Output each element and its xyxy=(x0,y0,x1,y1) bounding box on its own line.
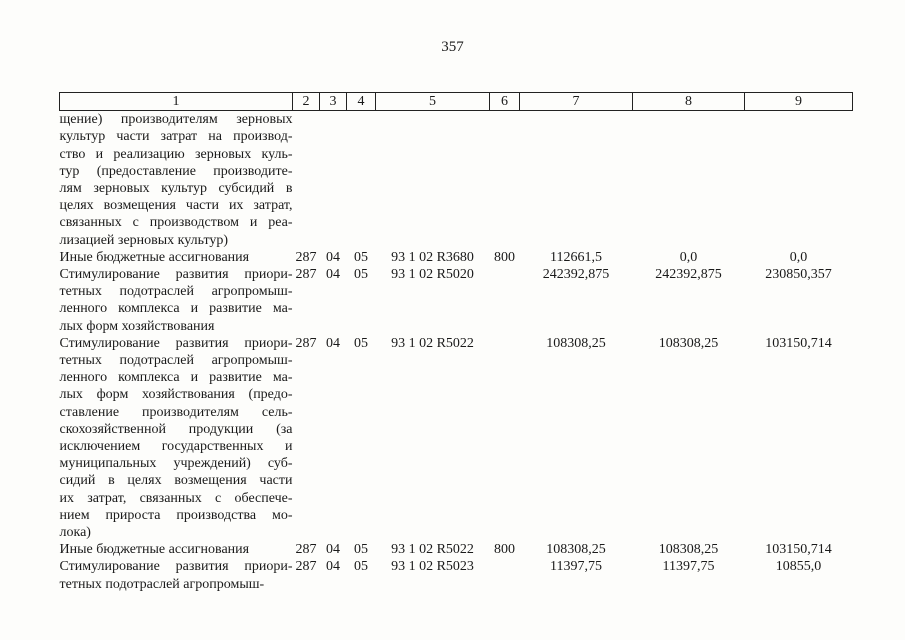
description-line: ставление производителям сель- xyxy=(59,404,293,420)
cell-c9: 103150,714 xyxy=(765,335,832,351)
cell-c4: 05 xyxy=(354,335,368,351)
cell-c7: 11397,75 xyxy=(550,559,602,575)
cell-c7: 108308,25 xyxy=(546,335,606,351)
description-line: культур части затрат на производ- xyxy=(59,129,293,145)
description-line: щение) производителям зерновых xyxy=(59,112,293,128)
cell-c4: 05 xyxy=(354,267,368,283)
cell-c3: 04 xyxy=(326,267,340,283)
cell-c6: 800 xyxy=(494,249,515,265)
table-row xyxy=(60,335,853,541)
cell-c8: 108308,25 xyxy=(658,542,719,558)
cell-c3: 04 xyxy=(326,335,340,351)
table-row xyxy=(60,558,853,592)
table-row xyxy=(60,249,853,266)
description-line: ленного комплекса и развитие ма- xyxy=(59,370,293,386)
description-line: исключением государственных и xyxy=(59,439,293,455)
description-line: лям зерновых культур субсидий в xyxy=(59,181,293,197)
page-number: 357 xyxy=(441,39,464,55)
cell-c5: 93 1 02 R3680 xyxy=(391,249,474,265)
row-description xyxy=(60,111,293,249)
cell-c3: 04 xyxy=(326,559,340,575)
description-line: целях возмещения части их затрат, xyxy=(59,198,293,214)
header-cell: 8 xyxy=(633,93,745,111)
cell-c2: 287 xyxy=(295,559,317,575)
description-line: лока) xyxy=(59,525,91,541)
description-line: их затрат, связанных с обеспече- xyxy=(59,490,293,506)
description-line: Стимулирование развития приори- xyxy=(59,267,293,283)
cell-c7: 108308,25 xyxy=(546,542,606,558)
cell-c7: 242392,875 xyxy=(542,267,610,283)
cell-c4: 05 xyxy=(354,249,368,265)
header-cell: 7 xyxy=(520,93,633,111)
cell-c5: 93 1 02 R5022 xyxy=(391,335,474,351)
row-description xyxy=(60,249,293,266)
cell-c6: 800 xyxy=(494,542,515,558)
table-row xyxy=(60,111,853,249)
header-cell: 3 xyxy=(320,93,347,111)
cell-c3 xyxy=(320,111,347,249)
cell-c2: 287 xyxy=(295,542,317,558)
header-cell: 9 xyxy=(745,93,853,111)
cell-c7: 112661,5 xyxy=(550,249,602,265)
header-cell: 2 xyxy=(293,93,320,111)
cell-c8: 0,0 xyxy=(679,249,698,265)
row-description xyxy=(60,558,293,592)
row-description xyxy=(60,541,293,558)
header-row xyxy=(60,93,853,111)
description-line: Стимулирование развития приори- xyxy=(59,559,293,575)
description-line: тур (предоставление производите- xyxy=(59,163,293,179)
cell-c4 xyxy=(347,111,376,249)
cell-c8: 108308,25 xyxy=(658,335,719,351)
cell-c2: 287 xyxy=(295,249,317,265)
cell-c6 xyxy=(490,558,520,592)
cell-c2: 287 xyxy=(295,335,317,351)
cell-c5: 93 1 02 R5022 xyxy=(391,542,474,558)
cell-c4: 05 xyxy=(354,559,368,575)
description-line: Иные бюджетные ассигнования xyxy=(59,542,250,558)
cell-c5: 93 1 02 R5020 xyxy=(391,267,474,283)
budget-table xyxy=(59,92,853,593)
table-row xyxy=(60,266,853,335)
row-description xyxy=(60,335,293,541)
cell-c8: 11397,75 xyxy=(662,559,715,575)
cell-c5 xyxy=(376,111,490,249)
cell-c3: 04 xyxy=(326,542,340,558)
description-line: тетных подотраслей агропромыш- xyxy=(59,576,265,592)
description-line: лых форм хозяйствования (предо- xyxy=(59,387,293,403)
description-line: тетных подотраслей агропромыш- xyxy=(59,284,293,300)
description-line: связанных с производством и реа- xyxy=(59,215,293,231)
header-cell: 4 xyxy=(347,93,376,111)
cell-c9: 10855,0 xyxy=(775,559,822,575)
description-line: Иные бюджетные ассигнования xyxy=(59,249,250,265)
cell-c9 xyxy=(745,111,853,249)
description-line: муниципальных учреждений) суб- xyxy=(59,456,293,472)
header-cell: 1 xyxy=(60,93,293,111)
cell-c3: 04 xyxy=(326,249,340,265)
cell-c8: 242392,875 xyxy=(655,267,722,283)
cell-c2 xyxy=(293,111,320,249)
table-row xyxy=(60,541,853,558)
description-line: лых форм хозяйствования xyxy=(59,318,215,334)
description-line: тетных подотраслей агропромыш- xyxy=(59,353,293,369)
cell-c9: 103150,714 xyxy=(765,542,832,558)
description-line: скохозяйственной продукции (за xyxy=(59,421,293,437)
description-line: лизацией зерновых культур) xyxy=(59,232,229,248)
row-description xyxy=(60,266,293,335)
cell-c9: 230850,357 xyxy=(765,267,832,283)
description-line: ство и реализацию зерновых куль- xyxy=(59,146,293,162)
cell-c9: 0,0 xyxy=(789,249,808,265)
cell-c5: 93 1 02 R5023 xyxy=(391,559,474,575)
description-line: ленного комплекса и развитие ма- xyxy=(59,301,293,317)
header-cell: 6 xyxy=(490,93,520,111)
description-line: нием прироста производства мо- xyxy=(59,507,293,523)
description-line: Стимулирование развития приори- xyxy=(59,335,293,351)
cell-c6 xyxy=(490,111,520,249)
cell-c6 xyxy=(490,335,520,541)
cell-c7 xyxy=(520,111,633,249)
header-cell: 5 xyxy=(376,93,490,111)
description-line: сидий в целях возмещения части xyxy=(59,473,293,489)
cell-c6 xyxy=(490,266,520,335)
cell-c8 xyxy=(633,111,745,249)
cell-c4: 05 xyxy=(354,542,368,558)
cell-c2: 287 xyxy=(295,267,317,283)
table-body xyxy=(60,111,853,593)
